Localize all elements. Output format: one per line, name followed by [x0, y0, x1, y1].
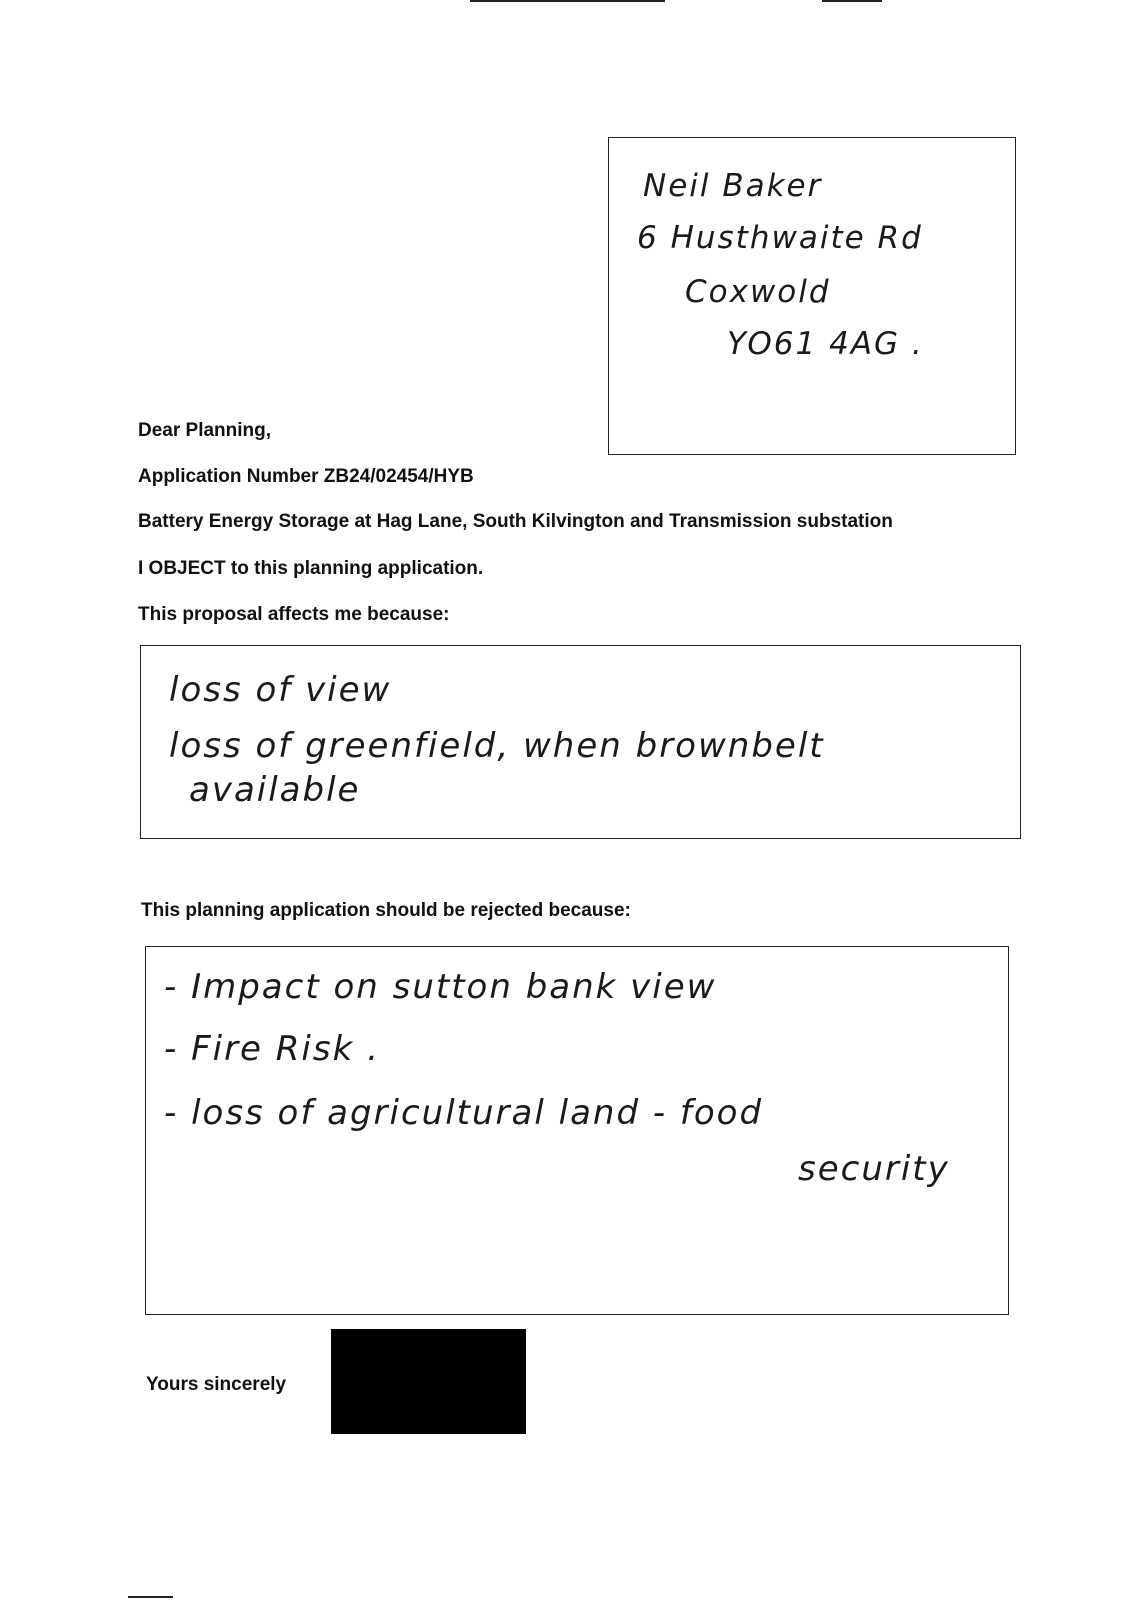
objection-statement: I OBJECT to this planning application. — [138, 558, 484, 579]
rejection-reasons-box — [145, 946, 1009, 1315]
sender-name: Neil Baker — [643, 168, 823, 204]
rejection-reason-line: - Fire Risk . — [164, 1029, 380, 1069]
sender-street: 6 Husthwaite Rd — [637, 220, 923, 256]
rejection-reason-line: - loss of agricultural land - food — [164, 1093, 764, 1133]
affects-reasons-box — [140, 645, 1021, 839]
application-number: Application Number ZB24/02454/HYB — [138, 466, 474, 487]
salutation: Dear Planning, — [138, 420, 272, 441]
address-box — [608, 137, 1016, 455]
rejection-reason-line: security — [798, 1149, 950, 1189]
application-subject: Battery Energy Storage at Hag Lane, South Kilvington and Transmission substation — [138, 511, 893, 532]
affects-reason-line: available — [189, 770, 361, 810]
affects-reason-line: loss of greenfield, when brownbelt — [169, 726, 825, 766]
scan-artifact-top-right — [822, 0, 882, 2]
scan-artifact-bottom — [128, 1596, 173, 1598]
rejection-reason-line: - Impact on sutton bank view — [164, 967, 717, 1007]
closing: Yours sincerely — [146, 1374, 287, 1395]
affects-label: This proposal affects me because: — [138, 604, 450, 625]
affects-reason-line: loss of view — [169, 670, 392, 710]
scan-artifact-top — [470, 0, 665, 2]
redacted-signature — [331, 1329, 526, 1434]
sender-postcode: YO61 4AG . — [727, 326, 924, 362]
rejected-label: This planning application should be rejected because: — [141, 900, 631, 921]
sender-town: Coxwold — [685, 274, 831, 310]
